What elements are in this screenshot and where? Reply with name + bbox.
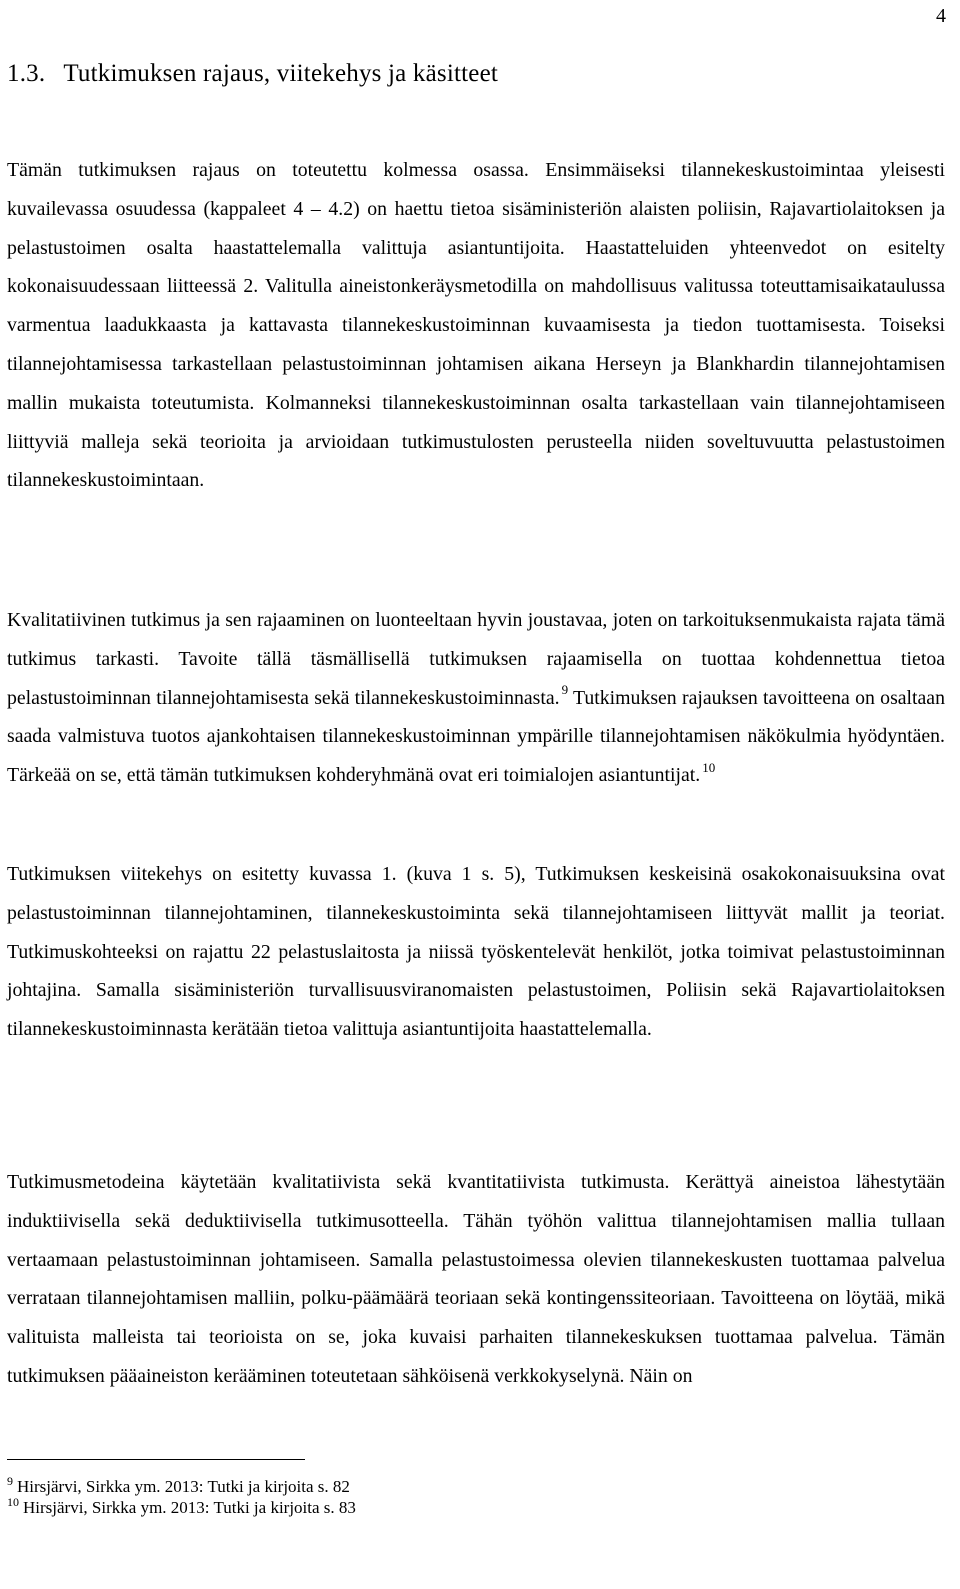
paragraph-text: Tutkimusmetodeina käytetään kvalitatiivista sekä kvantitatiivista tutkimusta. Kerättyä aineistoa lähestytään induktiivisella sekä deduktiivisella tutkimusotteella. Tähän työhön valittua tilannejohtamisen mallia tullaan vertaamaan pelastustoiminnan johtamiseen. Samalla pelastustoimessa olevien tilannekeskusten tuottamaa palvelua verrataan tilannejohtamisen malliin, polku-päämäärä teoriaan sekä kontingenssiteoriaan. Tavoitteena on löytää, mikä valituista malleista tai teorioista on se, joka kuvaisi parhaiten tilannekeskuksen tuottamaa palvelua. Tämän tutkimuksen pääaineiston kerääminen toteutetaan sähköisenä verkkokyselynä. Näin on [7,1171,945,1387]
paragraph-framework [7,855,945,1073]
footnote-text: Hirsjärvi, Sirkka ym. 2013: Tutki ja kirjoita s. 83 [23,1498,356,1517]
paragraph-methods [7,1163,945,1420]
section-title: Tutkimuksen rajaus, viitekehys ja käsitteet [63,60,499,87]
section-heading [7,60,498,88]
footnote [7,1497,356,1518]
footnote-reference[interactable]: 10 [702,759,716,775]
footnote-reference[interactable]: 9 [561,682,569,697]
paragraph-segment: Tutkimuksen rajauksen tavoitteena on osaltaan saada valmistuva tuotos ajankohtaisen tilannekeskustoiminnan ympärille tilannejohtamisen näkökulmia hyödyntäen. Tärkeää on se, että tämän tutkimuksen kohderyhmänä ovat eri toimialojen asiantuntijat. [7,686,945,787]
section-number: 1.3. [7,60,46,87]
footnotes [7,1476,356,1518]
paragraph-text: Tutkimuksen viitekehys on esitetty kuvassa 1. (kuva 1 s. 5), Tutkimuksen keskeisinä osakokonaisuuksina ovat pelastustoiminnan tilannejohtaminen, tilannekeskustoiminta sekä tilannejohtamiseen liittyvät mallit ja teoriat. Tutkimuskohteeksi on rajattu 22 pelastuslaitosta ja niissä työskentelevät henkilöt, jotka toimivat pelastustoiminnan johtajina. Samalla sisäministeriön turvallisuusviranomaisten pelastustoimen, Poliisin sekä Rajavartiolaitoksen tilannekeskustoiminnasta kerätään tietoa valittuja asiantuntijoita haastattelemalla. [7,863,945,1041]
footnote [7,1476,356,1497]
page-number: 4 [936,5,946,27]
paragraph-scope [7,151,945,524]
footnote-number: 10 [7,1495,19,1510]
footnote-text: Hirsjärvi, Sirkka ym. 2013: Tutki ja kirjoita s. 82 [17,1477,350,1496]
paragraph-qualitative [7,601,945,819]
paragraph-text [7,601,945,795]
footnote-separator [7,1459,305,1460]
paragraph-segment: Kvalitatiivinen tutkimus ja sen rajaaminen on luonteeltaan hyvin joustavaa, joten on tarkoituksenmukaista rajata tämä tutkimus tarkasti. Tavoite tällä täsmällisellä tutkimuksen rajaamisella on tuottaa kohdennettua tietoa pelastustoiminnan tilannejohtamisesta sekä tilannekeskustoiminnasta. [7,609,945,709]
footnote-number: 9 [7,1474,13,1489]
paragraph-text: Tämän tutkimuksen rajaus on toteutettu kolmessa osassa. Ensimmäiseksi tilannekeskustoimintaa yleisesti kuvailevassa osuudessa (kappaleet 4 – 4.2) on haettu tietoa sisäministeriön alaisten poliisin, Rajavartiolaitoksen ja pelastustoimen osalta haastattelemalla valittuja asiantuntijoita. Haastatteluiden yhteenvedot on esitelty kokonaisuudessaan liitteessä 2. Valitulla aineistonkeräysmetodilla on mahdollisuus valitussa toteuttamisaikataulussa varmentua laadukkaasta ja kattavasta tilannekeskustoiminnan kuvaamisesta ja tiedon tuottamisesta. Toiseksi tilannejohtamisessa tarkastellaan pelastustoiminnan johtamisen aikana Herseyn ja Blankhardin tilannejohtamisen mallin mukaista toteutumista. Kolmanneksi tilannekeskustoiminnan osalta tarkastellaan vain tilannejohtamiseen liittyviä malleja sekä teorioita ja arvioidaan tutkimustulosten perusteella niiden soveltuvuutta pelastustoimen tilannekeskustoimintaan. [7,159,945,492]
